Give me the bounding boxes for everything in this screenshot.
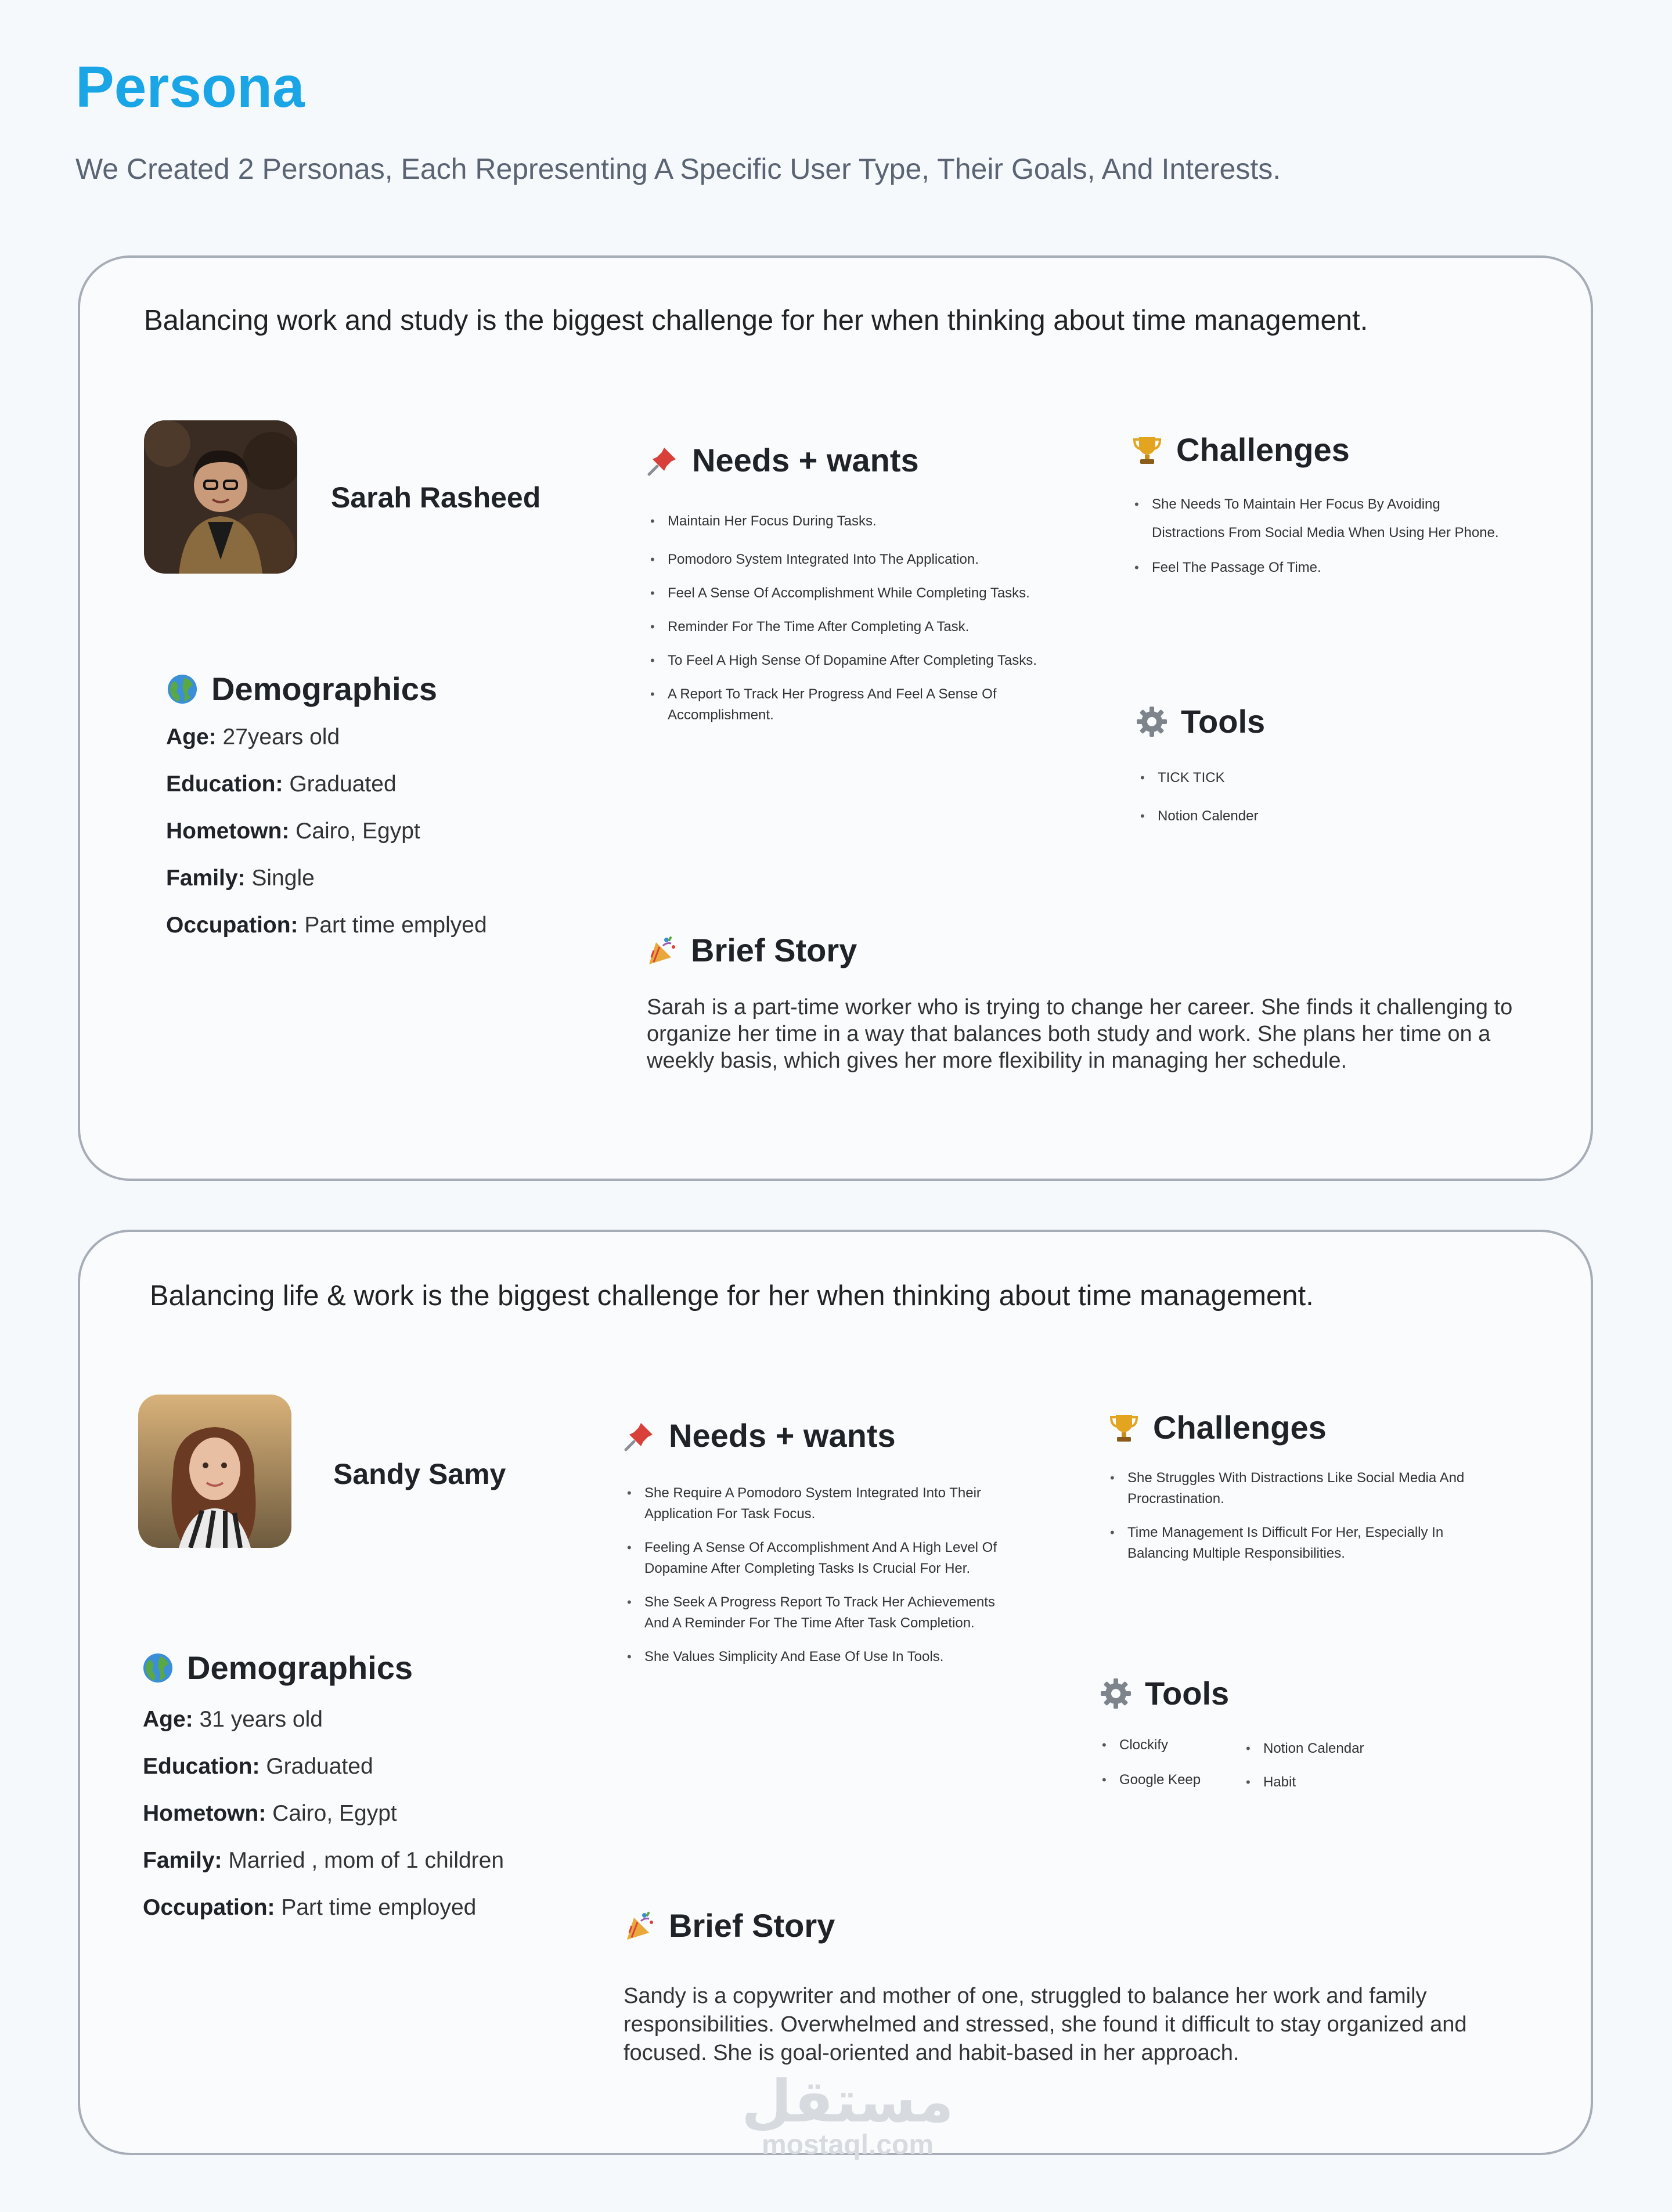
needs-title: Needs + wants [647, 441, 919, 479]
list-item: • Feel A Sense Of Accomplishment While Completing Tasks. [648, 583, 1054, 604]
watermark-latin: mostaql.com [761, 2130, 934, 2160]
persona-card-sarah [78, 255, 1593, 1181]
list-item: • She Values Simplicity And Ease Of Use In Tools. [625, 1647, 1019, 1667]
persona-quote: Balancing life & work is the biggest challenge for her when thinking about time management. [150, 1280, 1314, 1312]
list-item: • Clockify [1100, 1735, 1239, 1756]
list-item: • Maintain Her Focus During Tasks. [648, 511, 1054, 532]
demographics-list [166, 720, 487, 955]
party-popper-icon [624, 1910, 656, 1942]
needs-list [648, 511, 1054, 726]
needs-list [625, 1483, 1019, 1667]
list-item: • To Feel A High Sense Of Dopamine After Completing Tasks. [648, 650, 1054, 671]
story-title: Brief Story [646, 931, 857, 969]
list-item: • She Struggles With Distractions Like Social Media And Procrastination. [1108, 1468, 1491, 1510]
challenges-title: Challenges [1108, 1408, 1327, 1446]
story-text: Sarah is a part-time worker who is trying to change her career. She finds it challenging to organize her time in a way that balances both study and work. She plans her time on a weekly basis, which gives her more flexibility in managing her schedule. [647, 995, 1513, 1073]
pushpin-icon [624, 1420, 656, 1452]
list-item: • She Seek A Progress Report To Track Her Achievements And A Reminder For The Time After Task Completion. [625, 1592, 1019, 1634]
gear-icon [1100, 1677, 1132, 1710]
demographic-occupation: Occupation: Part time employed [143, 1895, 477, 1920]
demographics-title: Demographics [166, 670, 437, 708]
list-item: • Feel The Passage Of Time. [1132, 557, 1504, 578]
demographic-hometown: Hometown: Cairo, Egypt [166, 819, 420, 844]
challenges-list [1132, 490, 1504, 578]
list-item: • She Needs To Maintain Her Focus By Avoiding Distractions From Social Media When Using Her Phone. [1132, 490, 1504, 547]
list-item: • Pomodoro System Integrated Into The Application. [648, 549, 1054, 570]
page-title: Persona [75, 55, 305, 120]
list-item: • She Require A Pomodoro System Integrated Into Their Application For Task Focus. [625, 1483, 1019, 1525]
persona-name: Sarah Rasheed [331, 481, 541, 514]
tools-list [1100, 1735, 1239, 1791]
trophy-icon [1108, 1411, 1140, 1444]
list-item: • A Report To Track Her Progress And Feel A Sense Of Accomplishment. [648, 684, 1054, 726]
list-item: • TICK TICK [1138, 768, 1428, 788]
list-item: • Notion Calendar [1244, 1738, 1418, 1759]
persona-card-sandy [78, 1230, 1593, 2155]
challenges-list [1108, 1468, 1491, 1564]
gear-icon [1136, 705, 1168, 738]
demographic-occupation: Occupation: Part time emplyed [166, 913, 487, 938]
trophy-icon [1131, 434, 1163, 466]
demographic-age: Age: 31 years old [143, 1707, 323, 1732]
demographic-family: Family: Married , mom of 1 children [143, 1848, 505, 1873]
challenges-title: Challenges [1131, 431, 1350, 469]
persona-quote: Balancing work and study is the biggest challenge for her when thinking about time management. [144, 305, 1368, 336]
avatar [138, 1395, 291, 1548]
tools-list-col2 [1244, 1738, 1418, 1793]
pushpin-icon [647, 444, 679, 477]
list-item: • Google Keep [1100, 1770, 1239, 1791]
tools-title: Tools [1136, 702, 1265, 740]
avatar-photo-sarah [144, 420, 297, 574]
watermark-arabic: مستقل [741, 2067, 954, 2135]
list-item: • Reminder For The Time After Completing A Task. [648, 617, 1054, 637]
demographic-education: Education: Graduated [166, 772, 397, 797]
story-text: Sandy is a copywriter and mother of one, struggled to balance her work and family responsibilities. Overwhelmed and stressed, she found it difficult to stay organized and focused. She is goal-oriented and habit-based in her approach. [624, 1984, 1467, 2065]
demographic-education: Education: Graduated [143, 1754, 373, 1779]
tools-list [1138, 768, 1428, 827]
page-subtitle: We Created 2 Personas, Each Representing A Specific User Type, Their Goals, And Interests. [75, 153, 1281, 185]
needs-title: Needs + wants [624, 1417, 896, 1454]
tools-title: Tools [1100, 1674, 1229, 1712]
globe-icon [142, 1652, 174, 1684]
demographics-title: Demographics [142, 1649, 413, 1687]
globe-icon [166, 673, 199, 705]
watermark [732, 2067, 964, 2160]
avatar [144, 420, 297, 574]
list-item: • Time Management Is Difficult For Her, Especially In Balancing Multiple Responsibilities. [1108, 1522, 1491, 1564]
persona-name: Sandy Samy [333, 1458, 506, 1490]
demographics-list [143, 1702, 504, 1937]
list-item: • Notion Calender [1138, 806, 1428, 827]
list-item: • Habit [1244, 1772, 1418, 1793]
party-popper-icon [646, 934, 678, 967]
avatar-photo-sandy [138, 1395, 291, 1548]
story-title: Brief Story [624, 1907, 835, 1944]
demographic-family: Family: Single [166, 866, 315, 891]
demographic-age: Age: 27years old [166, 725, 340, 750]
demographic-hometown: Hometown: Cairo, Egypt [143, 1801, 397, 1826]
list-item: • Feeling A Sense Of Accomplishment And A High Level Of Dopamine After Completing Tasks Is Crucial For Her. [625, 1537, 1019, 1579]
